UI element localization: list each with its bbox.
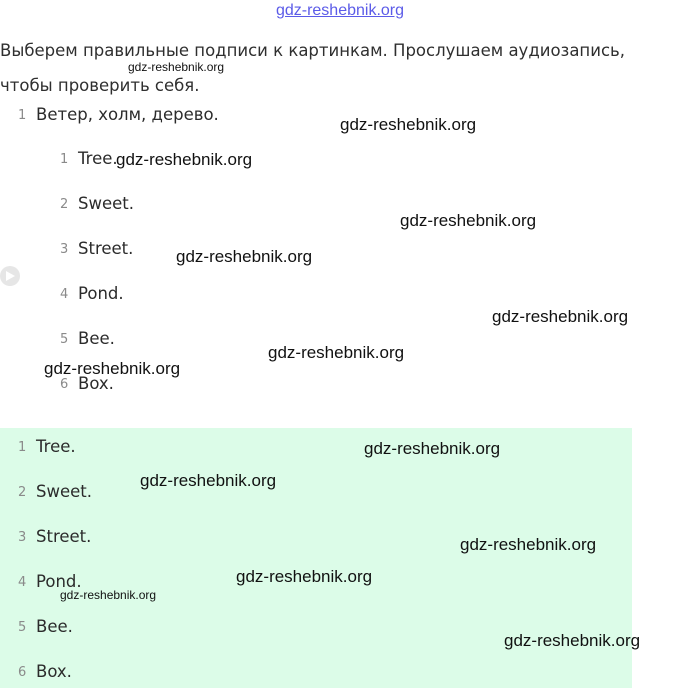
watermark: gdz-reshebnik.org xyxy=(504,631,641,650)
task-prompt: Ветер, холм, дерево. xyxy=(36,105,219,124)
instruction-text: Выберем правильные подписи к картинкам. Прослушаем аудиозапись, чтобы проверить себя. xyxy=(0,41,625,95)
watermark: gdz-reshebnik.org xyxy=(44,359,181,378)
answer-text: Sweet. xyxy=(36,482,92,501)
answer-text: Tree. xyxy=(36,437,76,456)
watermark: gdz-reshebnik.org xyxy=(340,115,477,134)
option-number: 2 xyxy=(60,197,69,212)
option-number: 1 xyxy=(60,152,69,167)
answer-text: Pond. xyxy=(36,572,82,591)
option-text: Box. xyxy=(78,374,114,393)
answer-number: 5 xyxy=(18,620,27,635)
audio-play-icon[interactable] xyxy=(0,266,20,286)
option-number: 3 xyxy=(60,242,69,257)
answer-text: Bee. xyxy=(36,617,73,636)
site-link[interactable]: gdz-reshebnik.org xyxy=(275,2,405,19)
watermark: gdz-reshebnik.org xyxy=(140,471,277,490)
watermark: gdz-reshebnik.org xyxy=(364,439,501,458)
watermark: gdz-reshebnik.org xyxy=(116,150,253,169)
watermark: gdz-reshebnik.org xyxy=(128,60,225,74)
answer-number: 4 xyxy=(18,575,27,590)
watermark: gdz-reshebnik.org xyxy=(492,307,629,326)
answer-text: Street. xyxy=(36,527,92,546)
answer-text: Box. xyxy=(36,662,72,681)
option-text: Pond. xyxy=(78,284,124,303)
watermark: gdz-reshebnik.org xyxy=(176,247,313,266)
option-number: 4 xyxy=(60,287,69,302)
watermark: gdz-reshebnik.org xyxy=(236,567,373,586)
answer-number: 6 xyxy=(18,665,27,680)
answer-number: 2 xyxy=(18,485,27,500)
answer-number: 1 xyxy=(18,440,27,455)
option-text: Tree. xyxy=(78,149,118,168)
option-number: 6 xyxy=(60,377,69,392)
watermark: gdz-reshebnik.org xyxy=(400,211,537,230)
watermark: gdz-reshebnik.org xyxy=(268,343,405,362)
watermark: gdz-reshebnik.org xyxy=(60,588,157,602)
option-text: Sweet. xyxy=(78,194,134,213)
option-number: 5 xyxy=(60,332,69,347)
task-number: 1 xyxy=(18,108,27,123)
option-text: Bee. xyxy=(78,329,115,348)
watermark: gdz-reshebnik.org xyxy=(460,535,597,554)
answer-number: 3 xyxy=(18,530,27,545)
option-text: Street. xyxy=(78,239,134,258)
